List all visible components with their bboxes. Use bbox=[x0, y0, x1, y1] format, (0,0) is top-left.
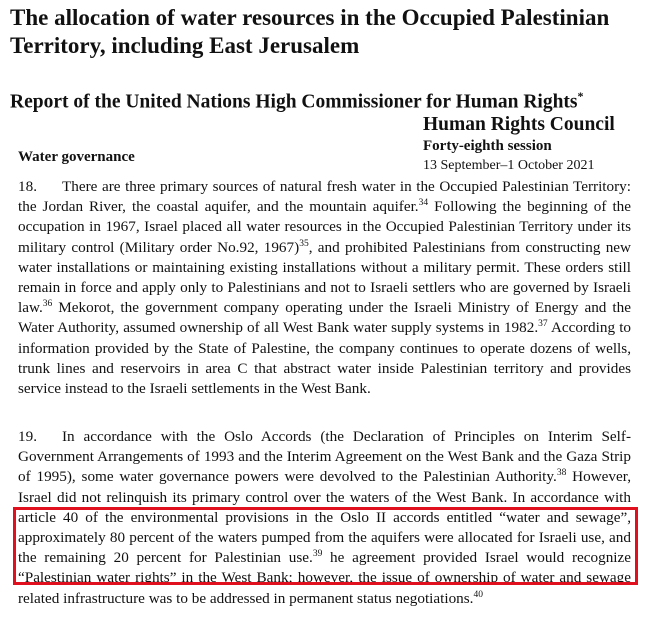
paragraph-18 bbox=[18, 177, 631, 399]
council-name: Human Rights Council bbox=[423, 114, 615, 135]
paragraph-text: According to information provided by the State of Palestine, the company continues to operate dozens of wells, trunk lines and reservoirs in area C that abstract water inside Palestinian territory and provides service instead to the Israeli settlements in the West Bank. bbox=[18, 319, 632, 398]
footnote-ref[interactable]: 40 bbox=[473, 589, 483, 600]
paragraph-text: However, Israel did not relinquish its primary control over the waters of the West Bank. In accordance with article 40 of the environmental provisions in the Oslo II accords entitled “water and sewage”, approximately 80 percent of the waters pumped from the aquifers were allocated for Israeli use, and the remaining 20 percent for Palestinian use. bbox=[18, 468, 631, 567]
footnote-ref[interactable]: 38 bbox=[556, 468, 567, 479]
session-dates: 13 September–1 October 2021 bbox=[423, 158, 595, 173]
paragraph-number: 18. bbox=[18, 178, 37, 195]
footnote-ref[interactable]: 34 bbox=[418, 198, 429, 209]
footnote-ref[interactable]: 35 bbox=[299, 238, 309, 249]
session-label: Forty-eighth session bbox=[423, 138, 552, 154]
paragraph-text: Mekorot, the government company operating under the Israeli Ministry of Energy and the Water Authority, assumed ownership of all West Bank water supply systems in 1982. bbox=[18, 299, 631, 337]
footnote-asterisk: * bbox=[577, 89, 584, 103]
footnote-ref[interactable]: 39 bbox=[312, 549, 323, 560]
paragraph-text: he agreement provided Israel would recognize “Palestinian water rights” in the West Bank; however, the issue of ownership of water and sewage related infrastructure was to be addressed in permanent status negotiations. bbox=[18, 549, 631, 607]
report-subtitle bbox=[10, 84, 584, 115]
footnote-ref[interactable]: 36 bbox=[42, 299, 53, 310]
paragraph-text: Following the beginning of the occupation in 1967, Israel placed all water resources in the Occupied Palestinian Territory under its military control (Military order No.92, 1967) bbox=[18, 198, 632, 256]
highlight-box bbox=[13, 507, 638, 585]
paragraph-number: 19. bbox=[18, 428, 37, 445]
report-subtitle-text: Report of the United Nations High Commissioner for Human Rights bbox=[10, 91, 578, 113]
paragraph-text: , and prohibited Palestinians from constructing new water installations or maintaining existing installations without a military permit. These orders still remain in force and apply only to Palestinians and not to Israeli settlers who are governed by Israeli law. bbox=[18, 238, 632, 317]
document-title: The allocation of water resources in the Occupied Palestinian Territory, including East Jerusalem bbox=[10, 5, 610, 58]
paragraph-text: There are three primary sources of natural fresh water in the Occupied Palestinian Territory: the Jordan River, the coastal aquifer, and the mountain aquifer. bbox=[18, 178, 631, 216]
paragraph-text: In accordance with the Oslo Accords (the Declaration of Principles on Interim Self-Government Arrangements of 1993 and the Interim Agreement on the West Bank and the Gaza Strip of 1995), some water governance powers were devolved to the Palestinian Authority. bbox=[18, 428, 631, 486]
footnote-ref[interactable]: 37 bbox=[538, 319, 548, 330]
section-heading: Water governance bbox=[18, 149, 135, 165]
